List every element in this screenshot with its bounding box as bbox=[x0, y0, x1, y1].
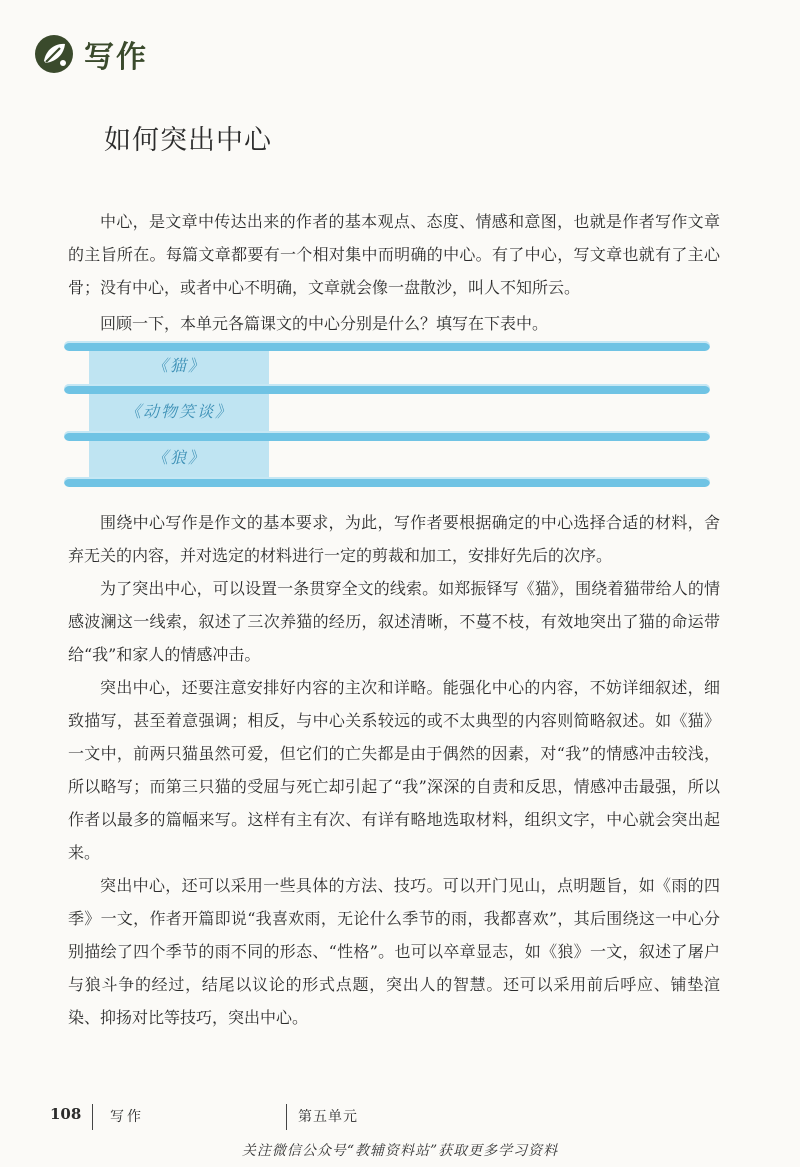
paragraph: 回顾一下，本单元各篇课文的中心分别是什么？填写在下表中。 bbox=[100, 314, 549, 333]
paragraph: 突出中心，还可以采用一些具体的方法、技巧。可以开门见山，点明题旨，如《雨的四季》一文，作者开篇即说“我喜欢雨，无论什么季节的雨，我都喜欢”，其后围绕这一中心分别描绘了四个季节的雨不同的形态、“性格”。也可以卒章显志，如《狼》一文，叙述了屠户与狼斗争的经过，结尾以议论的形式点题，突出人的智慧。还可以采用前后呼应、铺垫渲染、抑扬对比等技巧，突出中心。 bbox=[68, 876, 720, 1027]
section-title: 写作 bbox=[84, 40, 148, 75]
footer-unit: 第五单元 bbox=[298, 1109, 358, 1125]
table-line bbox=[64, 384, 710, 394]
paragraph: 为了突出中心，可以设置一条贯穿全文的线索。如郑振铎写《猫》，围绕着猫带给人的情感波澜这一线索，叙述了三次养猫的经历，叙述清晰，不蔓不枝，有效地突出了猫的命运带给“我”和家人的情感冲击。 bbox=[68, 579, 720, 664]
footer-section: 写作 bbox=[110, 1109, 144, 1125]
page-footer bbox=[0, 1100, 800, 1140]
table-cell-mao: 《猫》 bbox=[151, 356, 206, 375]
summary-table bbox=[64, 341, 710, 487]
watermark: 关注微信公众号“教辅资料站”获取更多学习资料 bbox=[241, 1143, 559, 1159]
table-line bbox=[64, 477, 710, 487]
footer-divider bbox=[92, 1104, 93, 1130]
table-line bbox=[64, 341, 710, 351]
section-header bbox=[34, 32, 148, 76]
paragraph: 中心，是文章中传达出来的作者的基本观点、态度、情感和意图，也就是作者写作文章的主旨所在。每篇文章都要有一个相对集中而明确的中心。有了中心，写文章也就有了主心骨；没有中心，或者中心不明确，文章就会像一盘散沙，叫人不知所云。 bbox=[68, 212, 720, 297]
paragraph: 突出中心，还要注意安排好内容的主次和详略。能强化中心的内容，不妨详细叙述，细致描写，甚至着意强调；相反，与中心关系较远的或不太典型的内容则简略叙述。如《猫》一文中，前两只猫虽然可爱，但它们的亡失都是由于偶然的因素，对“我”的情感冲击较浅，所以略写；而第三只猫的受屈与死亡却引起了“我”深深的自责和反思，情感冲击最强，所以作者以最多的篇幅来写。这样有主有次、有详有略地选取材料，组织文字，中心就会突出起来。 bbox=[68, 678, 720, 862]
paragraph: 围绕中心写作是作文的基本要求，为此，写作者要根据确定的中心选择合适的材料，舍弃无关的内容，并对选定的材料进行一定的剪裁和加工，安排好先后的次序。 bbox=[68, 513, 720, 565]
page-number: 108 bbox=[50, 1105, 82, 1123]
intro-text bbox=[68, 205, 720, 340]
leaf-pen-icon bbox=[34, 34, 74, 74]
body-text bbox=[68, 506, 720, 1034]
table-cell-lang: 《狼》 bbox=[151, 448, 206, 467]
lesson-title: 如何突出中心 bbox=[104, 125, 272, 156]
table-cell-dongwu-xiaotan: 《动物笑谈》 bbox=[124, 402, 233, 421]
table-line bbox=[64, 431, 710, 441]
footer-divider bbox=[286, 1104, 287, 1130]
